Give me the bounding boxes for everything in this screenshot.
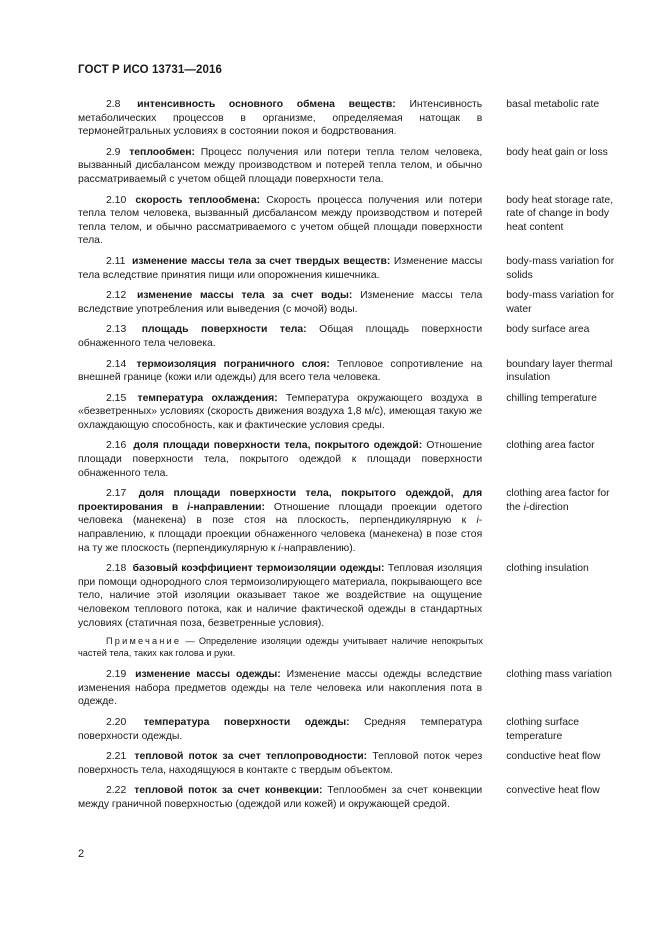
term-definition-text: Отношение площади проекции одетого человека (манекена) в позе стоя на плоскость, перпендикулярную к i-направлению, к площади проекции обнаженного человека (манекена) в позе стоя на ту же плоскость (перпендикулярную к i-направлению).: [78, 501, 483, 554]
term-definition-ru: [78, 98, 482, 139]
term-number: 2.21: [106, 751, 127, 763]
term-english: boundary layer thermal insulation: [506, 358, 613, 384]
term-english: body heat storage rate, rate of change in body heat content: [506, 194, 614, 233]
document-header: ГОСТ Р ИСО 13731—2016: [78, 64, 223, 76]
term-definition-text: Скорость процесса получения или потери тепла телом человека, вызванный дисбалансом между производством и потерей тепла телом, и обычно рассматриваемого с учетом общей площади поверхности тела.: [78, 194, 483, 247]
term-definition-text: Изменение массы тела вследствие принятия пищи или опорожнения кишечника.: [78, 255, 483, 281]
term-name: тепловой поток за счет конвекции:: [134, 785, 323, 797]
terms-list: [78, 98, 618, 819]
term-name: термоизоляция пограничного слоя:: [136, 358, 330, 370]
term-entry-2-9: [78, 146, 618, 187]
term-entry-2-22: [78, 784, 618, 811]
term-name: температура охлаждения:: [137, 392, 278, 404]
page-number: 2: [78, 848, 85, 860]
clothing-insulation-note: [78, 635, 483, 659]
term-entry-2-19: [78, 668, 618, 709]
term-english: conductive heat flow: [506, 751, 601, 763]
term-definition-ru: [78, 439, 482, 480]
term-entry-2-8: [78, 98, 618, 139]
term-definition-ru: [78, 750, 482, 777]
term-entry-2-13: [78, 323, 618, 350]
term-entry-2-12: [78, 289, 618, 316]
term-english: clothing area factor: [506, 440, 595, 452]
term-number: 2.22: [106, 785, 127, 797]
term-number: 2.20: [106, 716, 127, 728]
term-name: тепловой поток за счет теплопроводности:: [134, 751, 368, 763]
term-definition-ru: [78, 358, 482, 385]
term-definition-ru: [78, 289, 482, 316]
term-number: 2.17: [106, 488, 127, 500]
term-name: изменение массы одежды:: [135, 669, 281, 681]
term-number: 2.18: [106, 563, 127, 575]
term-number: 2.10: [106, 194, 127, 206]
term-entry-2-17: [78, 487, 618, 555]
term-name: теплообмен:: [129, 146, 195, 158]
term-english: body heat gain or loss: [506, 146, 608, 158]
term-definition-ru: [78, 487, 482, 555]
term-english: chilling temperature: [506, 392, 597, 404]
term-definition-text: Процесс получения или потери тепла телом человека, вызванный дисбалансом между производством и потерей тепла телом, и обычно рассматриваемый с учетом общей площади поверхности тела.: [78, 146, 483, 185]
term-name: интенсивность основного обмена веществ:: [137, 99, 396, 110]
term-name: скорость теплообмена:: [135, 194, 261, 206]
term-number: 2.8: [106, 99, 121, 110]
term-english: body surface area: [506, 324, 590, 336]
term-entry-2-15: [78, 392, 618, 433]
term-definition-text: Тепловая изоляция при помощи однородного слоя термоизолирующего материала, покрывающего все тело, наличие этой изоляции оказывает такое же воздействие на ощущение человеком теплового потока, как и наличие фактической одежды в стандартных условиях (статичная поза, безветренные условия).: [78, 563, 483, 629]
term-definition-text: Температура окружающего воздуха в «безветренных» условиях (скорость движения воздуха 1,8 м/с), имеющая такую же охлаждающую способность, как и фактические условия среды.: [78, 392, 483, 431]
term-definition-ru: [78, 255, 482, 282]
term-english: basal metabolic rate: [506, 99, 600, 110]
term-definition-ru: [78, 784, 482, 811]
term-definition-text: Общая площадь поверхности обнаженного тела человека.: [78, 324, 483, 349]
term-number: 2.12: [106, 290, 127, 302]
term-name: изменение массы тела за счет твердых веществ:: [132, 255, 391, 267]
term-english: body-mass variation for solids: [506, 255, 615, 281]
term-entry-2-21: [78, 750, 618, 777]
term-name: базовый коэффициент термоизоляции одежды:: [132, 563, 385, 575]
term-english: clothing mass variation: [506, 669, 612, 681]
term-english: body-mass variation for water: [506, 290, 615, 315]
term-definition-ru: [78, 323, 482, 350]
term-name: площадь поверхности тела:: [141, 324, 307, 336]
term-definition-text: Тепловое сопротивление на внешней границе (кожи или одежды) для всего тела человека.: [78, 358, 483, 384]
term-name: температура поверхности одежды:: [143, 716, 350, 728]
term-entry-2-11: [78, 255, 618, 282]
term-number: 2.11: [106, 255, 126, 267]
term-entry-2-14: [78, 358, 618, 385]
term-definition-ru: [78, 194, 482, 248]
term-name: изменение массы тела за счет воды:: [136, 290, 353, 302]
term-english: clothing surface temperature: [506, 716, 579, 742]
term-entry-2-20: [78, 716, 618, 743]
term-definition-ru: [78, 392, 482, 433]
term-definition-text: Изменение массы тела вследствие употребления или выведения (с мочой) воды.: [78, 290, 483, 315]
term-definition-text: Интенсивность метаболических процессов в организме, определяемая натощак в термонейтральных условиях в состоянии покоя и бодрствования.: [78, 99, 483, 138]
term-entry-2-18: [78, 562, 618, 630]
term-definition-ru: [78, 668, 482, 709]
term-entry-2-10: [78, 194, 618, 248]
term-english: clothing insulation: [506, 563, 589, 575]
term-definition-text: Средняя температура поверхности одежды.: [78, 716, 483, 742]
term-english: clothing area factor for the i-direction: [506, 488, 610, 513]
term-number: 2.16: [106, 440, 127, 452]
term-entry-2-16: [78, 439, 618, 480]
term-number: 2.15: [106, 392, 127, 404]
term-number: 2.13: [106, 324, 127, 336]
term-english: convective heat flow: [506, 785, 600, 797]
term-number: 2.14: [106, 358, 127, 370]
term-number: 2.9: [106, 146, 121, 158]
term-definition-text: Тепловой поток через поверхность тела, находящуюся в контакте с твердым объектом.: [78, 751, 483, 776]
term-definition-ru: [78, 146, 482, 187]
term-definition-ru: [78, 716, 482, 743]
term-definition-text: Отношение площади поверхности тела, покрытого одеждой к площади поверхности обнаженного тела.: [78, 440, 483, 479]
term-name: доля площади поверхности тела, покрытого одеждой, для проектирования в i-направлении:: [78, 488, 483, 513]
term-definition-text: Изменение массы одежды вследствие изменения набора предметов одежды на теле человека или накопления пота в одежде.: [78, 669, 483, 708]
term-definition-ru: [78, 562, 482, 630]
note-label: Примечание: [106, 636, 182, 647]
term-name: доля площади поверхности тела, покрытого одеждой:: [133, 440, 423, 452]
term-definition-text: Теплообмен за счет конвекции между граничной поверхностью (одеждой или кожей) и окружающей средой.: [78, 785, 483, 810]
note-text: — Определение изоляции одежды учитывает наличие непокрытых частей тела, таких как голова и руки.: [78, 636, 483, 659]
term-number: 2.19: [106, 669, 127, 681]
